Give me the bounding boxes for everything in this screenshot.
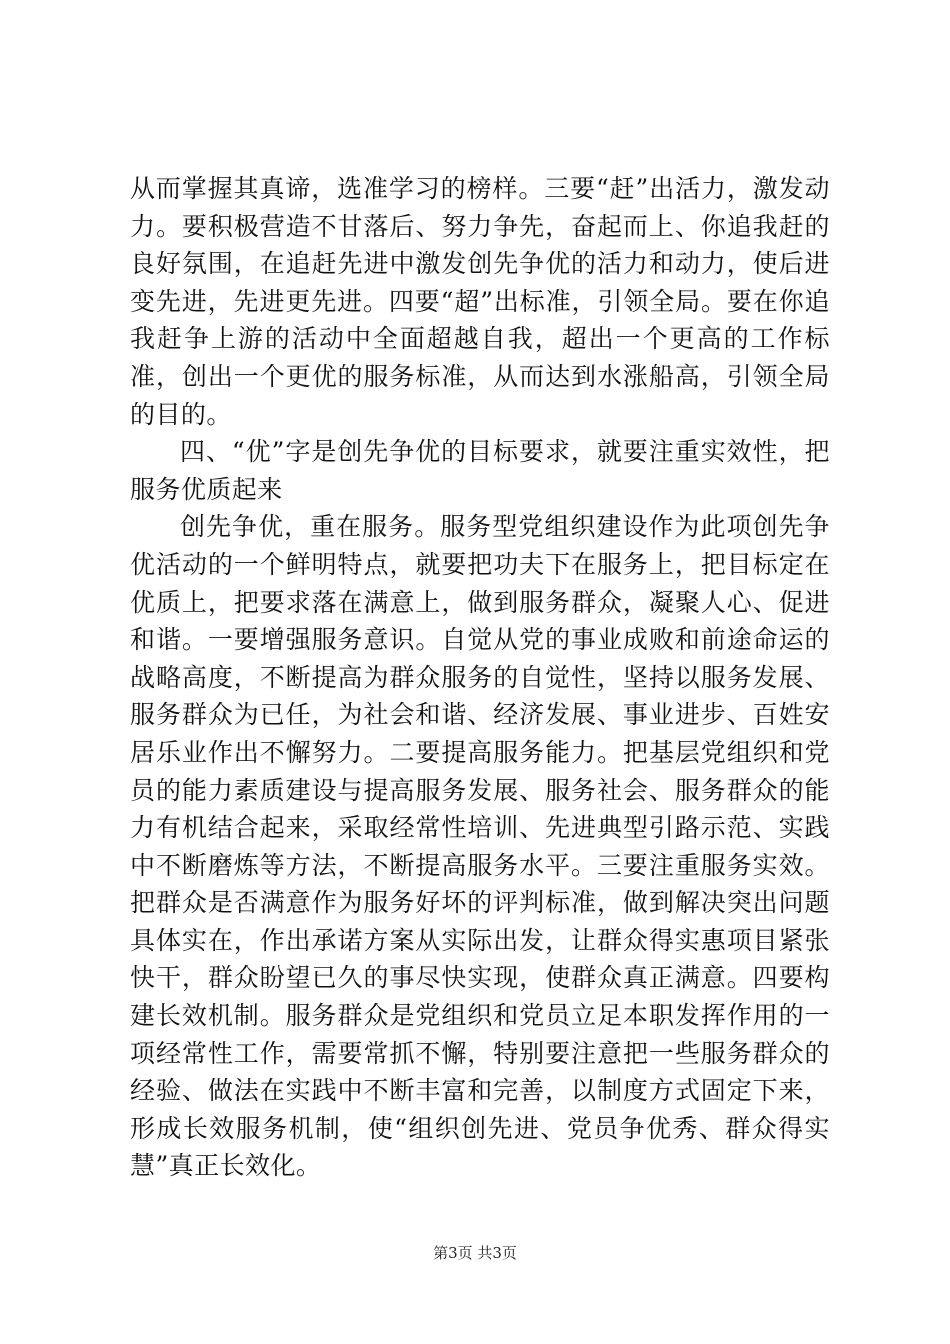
paragraph-service: 创先争优，重在服务。服务型党组织建设作为此项创先争优活动的一个鲜明特点，就要把功夫下在服务上，把目标定在优质上，把要求落在满意上，做到服务群众，凝聚人心、促进和谐。一要增强服务意识。自觉从党的事业成败和前途命运的战略高度，不断提高为群众服务的自觉性，坚持以服务发展、服务群众为已任，为社会和谐、经济发展、事业进步、百姓安居乐业作出不懈努力。二要提高服务能力。把基层党组织和党员的能力素质建设与提高服务发展、服务社会、服务群众的能力有机结合起来，采取经常性培训、先进典型引路示范、实践中不断磨炼等方法，不断提高服务水平。三要注重服务实效。把群众是否满意作为服务好坏的评判标准，做到解决突出问题具体实在，作出承诺方案从实际出发，让群众得实惠项目紧张快干，群众盼望已久的事尽快实现，使群众真正满意。四要构建长效机制。服务群众是党组织和党员立足本职发挥作用的一项经常性工作，需要常抓不懈，特别要注意把一些服务群众的经验、做法在实践中不断丰富和完善，以制度方式固定下来，形成长效服务机制，使“组织创先进、党员争优秀、群众得实慧”真正长效化。	[130, 512, 830, 1181]
section-heading-four: 四、“优”字是创先争优的目标要求，就要注重实效性，把服务优质起来	[130, 437, 830, 504]
page-footer: 第3页 共3页	[433, 1244, 517, 1262]
document-body	[130, 170, 830, 1185]
paragraph-continuation: 从而掌握其真谛，选准学习的榜样。三要“赶”出活力，激发动力。要积极营造不甘落后、努力争先，奋起而上、你追我赶的良好氛围，在追赶先进中激发创先争优的活力和动力，使后进变先进，先进更先进。四要“超”出标准，引领全局。要在你追我赶争上游的活动中全面超越自我，超出一个更高的工作标准，创出一个更优的服务标准，从而达到水涨船高，引领全局的目的。	[130, 174, 830, 429]
